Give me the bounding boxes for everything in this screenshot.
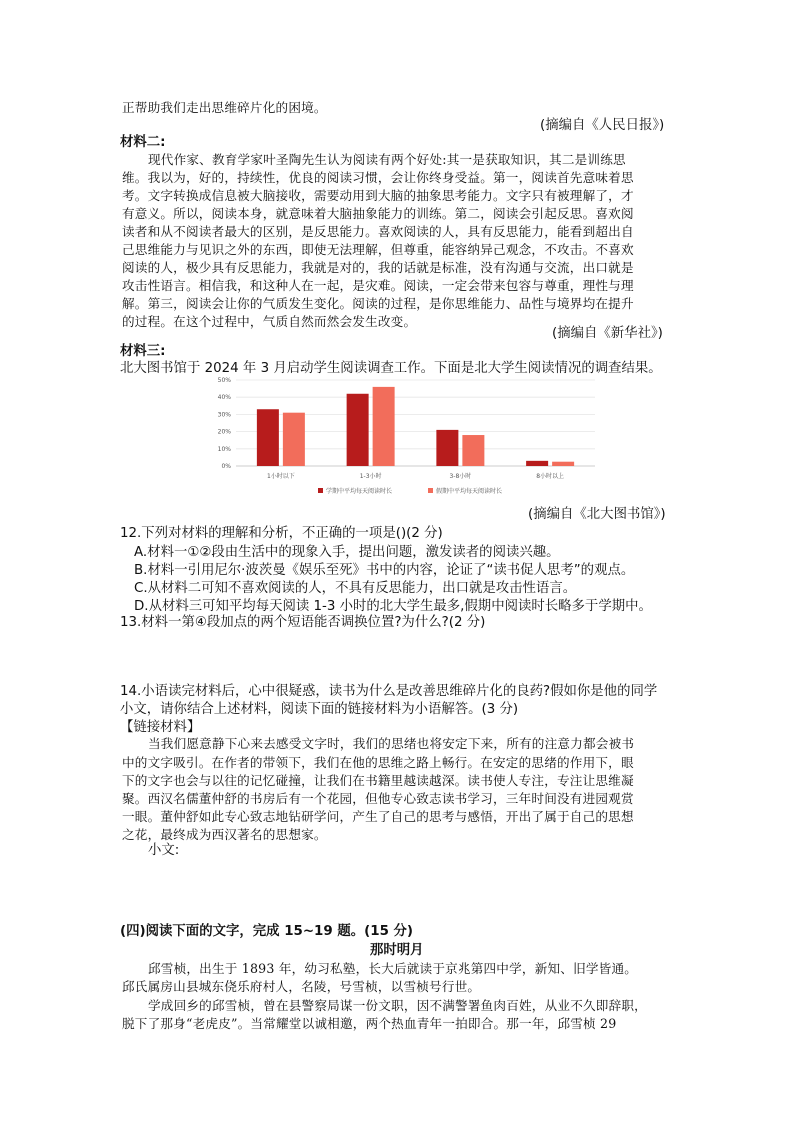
legend-label: 假期中平均每天阅读时长	[436, 488, 503, 495]
bar-term-1	[347, 394, 369, 466]
material-two-line: 有意义。所以，阅读本身，就意味着大脑抽象能力的训练。第二，阅读会引起反思。喜欢阅	[122, 206, 634, 221]
y-tick-label: 10%	[217, 445, 231, 453]
legend-swatch	[428, 488, 433, 493]
story-line: 学成回乡的邱雪桢，曾在县警察局谋一份文职，因不满警署鱼肉百姓，从业不久即辞职，	[148, 998, 647, 1013]
story-title: 那时明月	[370, 943, 424, 958]
bar-holiday-3	[552, 462, 574, 466]
material-three-source: (摘编自《北大图书馆》)	[528, 507, 666, 522]
link-material-line: 之花，最终成为西汉著名的思想家。	[122, 827, 327, 842]
bar-holiday-1	[373, 387, 395, 466]
x-tick-label: 1小时以下	[266, 473, 295, 480]
bar-term-2	[436, 430, 458, 466]
link-material-line: 当我们愿意静下心来去感受文字时，我们的思绪也将安定下来，所有的注意力都会被书	[148, 736, 635, 751]
material-three-intro: 北大图书馆于 2024 年 3 月启动学生阅读调查工作。下面是北大学生阅读情况的调查结果。	[120, 361, 662, 376]
y-tick-label: 0%	[221, 463, 231, 470]
material-two-line: 读者和从不阅读者最大的区别，是反思能力。喜欢阅读的人，具有反思能力，能看到超出自	[122, 224, 634, 239]
material-one-source: (摘编自《人民日报》)	[540, 118, 665, 133]
section-four-heading: (四)阅读下面的文字，完成 15~19 题。(15 分)	[120, 924, 414, 939]
question-12: 12.下列对材料的理解和分析，不正确的一项是()(2 分)	[120, 526, 443, 541]
material-three-title: 材料三:	[120, 344, 166, 359]
y-tick-label: 30%	[217, 411, 231, 419]
material-two-line: 阅读的人，极少具有反思能力，我就是对的，我的话就是标准，没有沟通与交流，出口就是	[122, 260, 634, 275]
story-line: 邱雪桢，出生于 1893 年，幼习私塾，长大后就读于京兆第四中学，新知、旧学皆通。	[148, 961, 638, 976]
material-two-source: (摘编自《新华社》)	[552, 326, 663, 341]
legend-label: 学期中平均每天阅读时长	[326, 488, 393, 495]
bar-holiday-2	[462, 435, 484, 466]
link-material-line: 聚。西汉名儒董仲舒的书房后有一个花园，但他专心致志读书学习，三年时间没有进园观赏	[122, 791, 634, 806]
link-material-line: 一眼。董仲舒如此专心致志地钻研学问，产生了自己的思考与感悟，开出了属于自己的思想	[122, 809, 634, 824]
reading-survey-chart	[200, 374, 600, 499]
y-tick-label: 20%	[217, 428, 231, 436]
xiaowen-label: 小文:	[148, 843, 180, 858]
material-two-title: 材料二:	[120, 135, 166, 150]
question-12-option-b: B.材料一引用尼尔·波茨曼《娱乐至死》书中的内容，论证了“读书促人思考”的观点。	[134, 563, 635, 578]
y-tick-label: 40%	[217, 394, 231, 402]
material-two-line: 考。文字转换成信息被大脑接收，需要动用到大脑的抽象思考能力。文字只有被理解了，才	[122, 188, 634, 203]
material-one-tail: 正帮助我们走出思维碎片化的困境。	[122, 100, 327, 115]
story-line: 邱氏属房山县城东侥乐府村人，名陵，号雪桢，以雪桢号行世。	[122, 979, 481, 994]
material-two-line: 己思维能力与见识之外的东西，即使无法理解，但尊重，能容纳异己观念，不攻击。不喜欢	[122, 242, 634, 257]
material-two-line: 现代作家、教育学家叶圣陶先生认为阅读有两个好处:其一是获取知识，其二是训练思	[148, 152, 626, 167]
material-two-line: 的过程。在这个过程中，气质自然而然会发生改变。	[122, 314, 417, 329]
link-material-line: 中的文字吸引。在作者的带领下，我们在他的思维之路上畅行。在安定的思绪的作用下，眼	[122, 755, 634, 770]
material-two-line: 解。第三，阅读会让你的气质发生变化。阅读的过程，是你思维能力、品性与境界均在提升	[122, 296, 634, 311]
question-13: 13.材料一第④段加点的两个短语能否调换位置?为什么?(2 分)	[120, 615, 486, 630]
question-14-line: 14.小语读完材料后，心中很疑惑，读书为什么是改善思维碎片化的良药?假如你是他的同学	[120, 684, 658, 699]
link-material-title: 【链接材料】	[120, 720, 201, 735]
link-material-line: 下的文字也会与以往的记忆碰撞，让我们在书籍里越读越深。读书使人专注，专注让思维凝	[122, 773, 634, 788]
x-tick-label: 1-3小时	[359, 473, 382, 480]
y-tick-label: 50%	[217, 377, 231, 384]
question-12-option-c: C.从材料二可知不喜欢阅读的人，不具有反思能力，出口就是攻击性语言。	[134, 581, 577, 596]
legend-swatch	[318, 488, 323, 493]
question-14-line: 小文，请你结合上述材料，阅读下面的链接材料为小语解答。(3 分)	[120, 702, 519, 717]
bar-term-3	[526, 461, 548, 466]
material-two-line: 维。我以为，好的，持续性，优良的阅读习惯，会让你终身受益。第一，阅读首先意味着思	[122, 170, 634, 185]
bar-term-0	[257, 409, 279, 466]
x-tick-label: 3-8小时	[449, 473, 472, 480]
bar-holiday-0	[283, 413, 305, 466]
question-12-option-a: A.材料一①②段由生活中的现象入手，提出问题，激发读者的阅读兴趣。	[134, 545, 560, 560]
question-12-option-d: D.从材料三可知平均每天阅读 1-3 小时的北大学生最多,假期中阅读时长略多于学期中。	[134, 599, 652, 614]
story-line: 脱下了那身“老虎皮”。当常耀堂以诚相邀，两个热血青年一拍即合。那一年，邱雪桢 29	[122, 1016, 617, 1031]
material-two-line: 攻击性语言。相信我，和这种人在一起，是灾难。阅读，一定会带来包容与尊重，理性与理	[122, 278, 634, 293]
x-tick-label: 8小时以上	[536, 473, 565, 480]
